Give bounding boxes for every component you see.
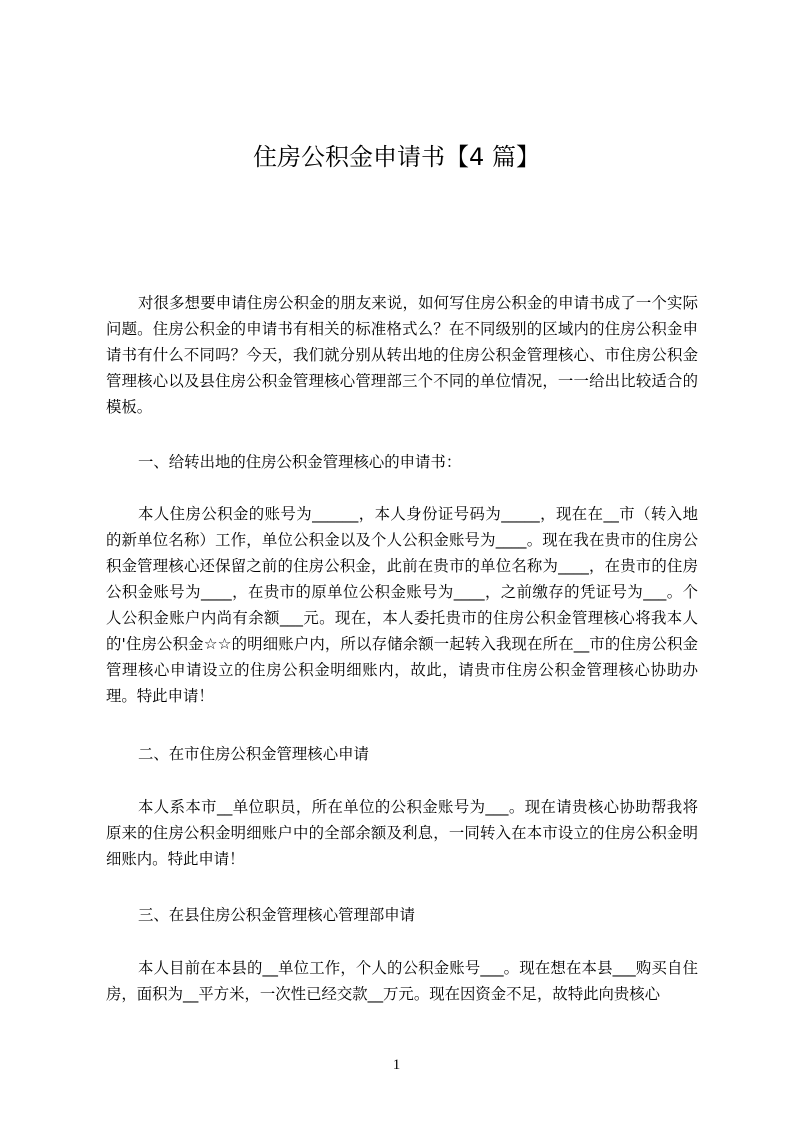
section-2-heading: 二、在市住房公积金管理核心申请 [138, 745, 369, 763]
section-1-heading: 一、给转出地的住房公积金管理核心的申请书： [138, 453, 462, 471]
section-2-body: 本人系本市__单位职员，所在单位的公积金账号为___。现在请贵核心协助帮我将原来的住房公积金明细账户中的全部余额及利息，一同转入在本市设立的住房公积金明细账内。特此申请！ [106, 798, 698, 868]
section-3-body: 本人目前在本县的__单位工作，个人的公积金账号___。现在想在本县___购买自住房，面积为__平方米，一次性已经交款__万元。现在因资金不足，故特此向贵核心 [106, 959, 698, 1003]
page-number: 1 [392, 1057, 401, 1073]
section-1-body: 本人住房公积金的账号为______，本人身份证号码为_____，现在在__市（转入地的新单位名称）工作，单位公积金以及个人公积金账号为____。现在我在贵市的住房公积金管理核心还保留之前的住房公积金，此前在贵市的单位名称为____，在贵市的住房公积金账号为____，在贵市的原单位公积金账号为____，之前缴存的凭证号为___。个人公积金账户内尚有余额___元。现在，本人委托贵市的住房公积金管理核心将我本人的'住房公积金☆☆的明细账户内，所以存储余额一起转入我现在所在__市的住房公积金管理核心申请设立的住房公积金明细账内，故此，请贵市住房公积金管理核心协助办理。特此申请！ [106, 505, 698, 705]
document-title: 住房公积金申请书【4 篇】 [253, 143, 540, 171]
intro-paragraph: 对很多想要申请住房公积金的朋友来说，如何写住房公积金的申请书成了一个实际问题。住房公积金的申请书有相关的标准格式么？在不同级别的区域内的住房公积金申请书有什么不同吗？今天，我们就分别从转出地的住房公积金管理核心、市住房公积金管理核心以及县住房公积金管理核心管理部三个不同的单位情况，一一给出比较适合的模板。 [106, 294, 698, 416]
section-3-heading: 三、在县住房公积金管理核心管理部申请 [138, 906, 416, 924]
